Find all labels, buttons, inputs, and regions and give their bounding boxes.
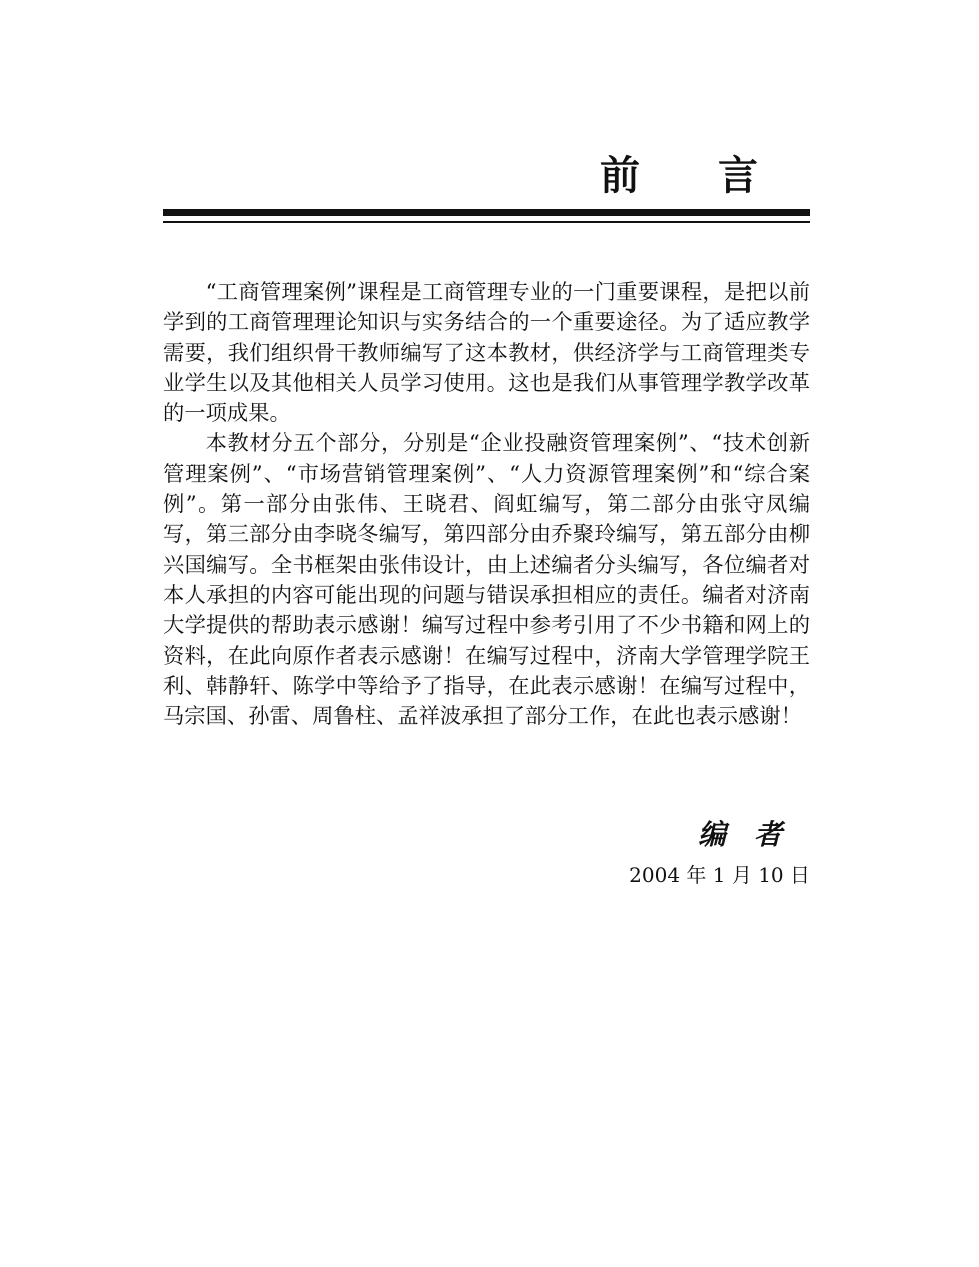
- paragraph-1: “工商管理案例”课程是工商管理专业的一门重要课程，是把以前学到的工商管理理论知识与实务结合的一个重要途径。为了适应教学需要，我们组织骨干教师编写了这本教材，供经济学与工商管理类专业学生以及其他相关人员学习使用。这也是我们从事管理学教学改革的一项成果。: [163, 280, 810, 427]
- author-signature: 编者: [697, 818, 810, 851]
- page-title: 前言: [600, 152, 836, 199]
- title-rule-thin: [163, 221, 810, 223]
- preface-body: [163, 278, 810, 732]
- date-line: 2004 年 1 月 10 日: [629, 863, 810, 887]
- title-rule-thick: [163, 209, 810, 216]
- paragraph-2: 本教材分五个部分，分别是“企业投融资管理案例”、“技术创新管理案例”、“市场营销管理案例”、“人力资源管理案例”和“综合案例”。第一部分由张伟、王晓君、阎虹编写，第二部分由张守凤编写，第三部分由李晓冬编写，第四部分由乔聚玲编写，第五部分由柳兴国编写。全书框架由张伟设计，由上述编者分头编写，各位编者对本人承担的内容可能出现的问题与错误承担相应的责任。编者对济南大学提供的帮助表示感谢！编写过程中参考引用了不少书籍和网上的资料，在此向原作者表示感谢！在编写过程中，济南大学管理学院王利、韩静轩、陈学中等给予了指导，在此表示感谢！在编写过程中，马宗国、孙雷、周鲁柱、孟祥波承担了部分工作，在此也表示感谢！: [163, 431, 810, 730]
